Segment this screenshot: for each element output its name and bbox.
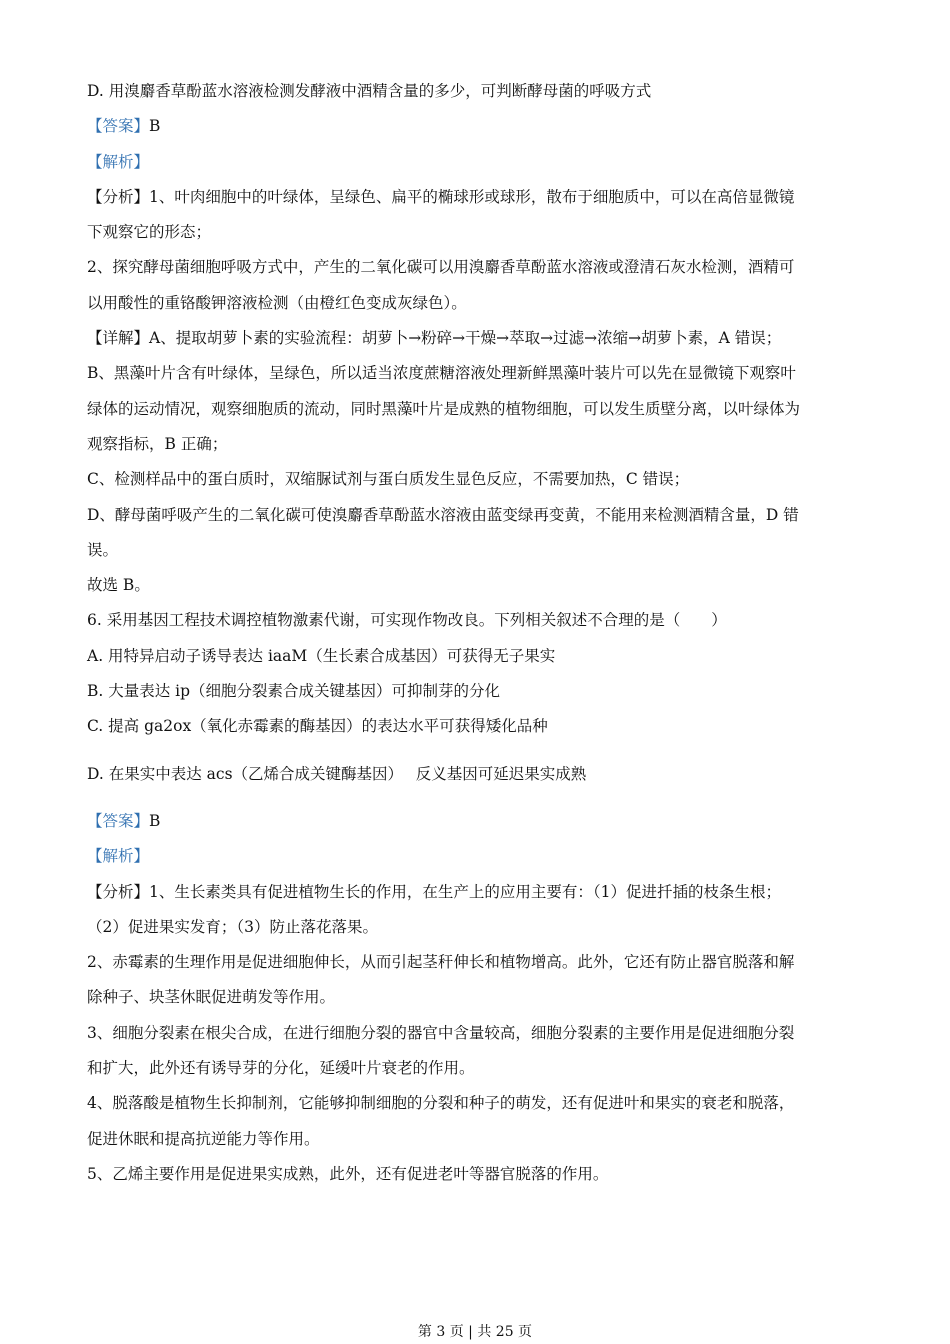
line-text: 除种子、块茎休眠促进萌发等作用。 — [87, 988, 336, 1007]
line-text: D、酵母菌呼吸产生的二氧化碳可使溴麝香草酚蓝水溶液由蓝变绿再变黄，不能用来检测酒精含量，D 错 — [87, 505, 799, 524]
text-line — [87, 984, 863, 1019]
text-line — [87, 290, 863, 325]
text-line — [87, 914, 863, 949]
document-body — [87, 78, 863, 1196]
option-d — [87, 761, 863, 796]
answer-tag: 【答案】 — [87, 117, 150, 136]
text-line — [87, 572, 863, 607]
text-line — [87, 949, 863, 984]
line-text: B. 大量表达 ip（细胞分裂素合成关键基因）可抑制芽的分化 — [87, 682, 501, 701]
answer-line — [87, 808, 863, 843]
answer-tag: 【答案】 — [87, 811, 150, 830]
line-text: B、黑藻叶片含有叶绿体，呈绿色，所以适当浓度蔗糖溶液处理新鲜黑藻叶装片可以先在显微镜下观察叶 — [87, 364, 796, 383]
text-line — [87, 1020, 863, 1055]
option-c — [87, 713, 863, 748]
line-text: 误。 — [87, 540, 119, 559]
line-text: 6. 采用基因工程技术调控植物激素代谢，可实现作物改良。下列相关叙述不合理的是（ ） — [87, 611, 727, 630]
line-text: 【详解】A、提取胡萝卜素的实验流程：胡萝卜→粉碎→干燥→萃取→过滤→浓缩→胡萝卜素，A 错误； — [87, 329, 782, 348]
line-text: 【分析】1、生长素类具有促进植物生长的作用，在生产上的应用主要有：（1）促进扦插的枝条生根； — [87, 882, 781, 901]
text-line — [87, 360, 863, 395]
question-stem — [87, 607, 863, 642]
text-line — [87, 184, 863, 219]
line-text: （2）促进果实发育；（3）防止落花落果。 — [87, 917, 378, 936]
answer-text: B — [149, 811, 161, 830]
text-line — [87, 466, 863, 501]
line-text: 绿体的运动情况，观察细胞质的流动，同时黑藻叶片是成熟的植物细胞，可以发生质壁分离，以叶绿体为 — [87, 399, 801, 418]
page-footer: 第 3 页 | 共 25 页 — [417, 1324, 533, 1340]
text-line — [87, 1161, 863, 1196]
analysis-tag: 【解析】 — [87, 847, 150, 866]
line-text: A. 用特异启动子诱导表达 iaaM（生长素合成基因）可获得无子果实 — [87, 646, 556, 665]
line-text: 观察指标，B 正确； — [87, 434, 228, 453]
line-text: C、检测样品中的蛋白质时，双缩脲试剂与蛋白质发生显色反应，不需要加热，C 错误； — [87, 470, 690, 489]
text-line — [87, 325, 863, 360]
line-text: 4、脱落酸是植物生长抑制剂，它能够抑制细胞的分裂和种子的萌发，还有促进叶和果实的衰老和脱落， — [87, 1094, 795, 1113]
text-line — [87, 254, 863, 289]
line-text: 下观察它的形态； — [87, 223, 212, 242]
line-text: D. 在果实中表达 acs（乙烯合成关键酶基因） 反义基因可延迟果实成熟 — [87, 764, 587, 783]
line-text: C. 提高 ga2ox（氧化赤霉素的酶基因）的表达水平可获得矮化品种 — [87, 717, 548, 736]
analysis-heading — [87, 843, 863, 878]
line-text: 【分析】1、叶肉细胞中的叶绿体，呈绿色、扁平的椭球形或球形，散布于细胞质中，可以在高倍显微镜 — [87, 187, 795, 206]
spacer — [87, 796, 863, 808]
spacer — [87, 749, 863, 761]
line-text: 5、乙烯主要作用是促进果实成熟，此外，还有促进老叶等器官脱落的作用。 — [87, 1164, 609, 1183]
text-line — [87, 1055, 863, 1090]
line-text: 2、赤霉素的生理作用是促进细胞伸长，从而引起茎秆伸长和植物增高。此外，它还有防止器官脱落和解 — [87, 953, 795, 972]
text-line — [87, 396, 863, 431]
text-line — [87, 219, 863, 254]
option-a — [87, 643, 863, 678]
text-line — [87, 431, 863, 466]
line-text: D. 用溴麝香草酚蓝水溶液检测发酵液中酒精含量的多少，可判断酵母菌的呼吸方式 — [87, 82, 652, 100]
analysis-heading — [87, 149, 863, 184]
answer-line — [87, 113, 863, 148]
analysis-tag: 【解析】 — [87, 152, 150, 171]
text-line — [87, 879, 863, 914]
line-text: 2、探究酵母菌细胞呼吸方式中，产生的二氧化碳可以用溴麝香草酚蓝水溶液或澄清石灰水检测，酒精可 — [87, 258, 795, 277]
line-text: 促进休眠和提高抗逆能力等作用。 — [87, 1129, 320, 1148]
line-text: 故选 B。 — [87, 576, 150, 595]
text-line — [87, 502, 863, 537]
text-line — [87, 78, 863, 113]
line-text: 3、细胞分裂素在根尖合成，在进行细胞分裂的器官中含量较高，细胞分裂素的主要作用是促进细胞分裂 — [87, 1023, 795, 1042]
text-line — [87, 537, 863, 572]
line-text: 以用酸性的重铬酸钾溶液检测（由橙红色变成灰绿色）。 — [87, 293, 467, 312]
text-line — [87, 1090, 863, 1125]
line-text: 和扩大，此外还有诱导芽的分化，延缓叶片衰老的作用。 — [87, 1059, 475, 1078]
text-line — [87, 1126, 863, 1161]
answer-text: B — [149, 117, 161, 136]
option-b — [87, 678, 863, 713]
